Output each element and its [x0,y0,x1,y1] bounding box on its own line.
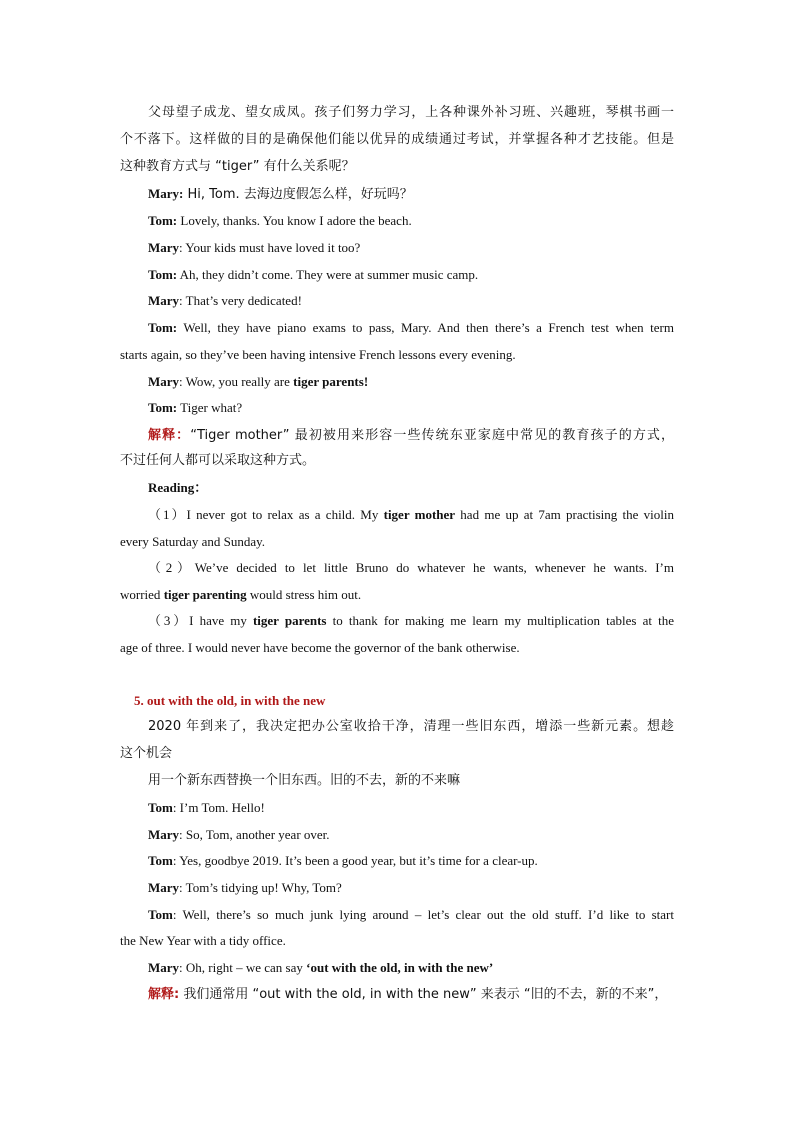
section-intro-line-2: 这个机会 [120,746,173,761]
speaker-label: Tom: [148,213,178,228]
dialog-line [148,185,674,204]
reading-item-3 [148,612,674,630]
reading-text: to thank for making me learn my multiplication tables at the [326,613,674,628]
bold-phrase: tiger parents [252,613,327,628]
speaker-label: Mary [148,240,180,255]
dialog-text: : Yes, goodbye 2019. It’s been a good year, but it’s time for a clear-up. [172,853,538,868]
dialog-line [148,292,674,310]
dialog-line [148,799,674,817]
dialog-line [148,239,674,257]
speaker-label: Mary [148,880,180,895]
dialog-text: : I’m Tom. Hello! [172,800,265,815]
dialog-continuation: starts again, so they’ve been having intensive French lessons every evening. [120,347,516,362]
speaker-label: Mary [148,960,180,975]
reading-heading: Reading： [148,480,208,495]
reading-text: would stress him out. [246,587,362,602]
section-intro-line-3: 用一个新东西替换一个旧东西。旧的不去，新的不来嘛 [148,773,461,788]
reading-text: worried [120,587,164,602]
reading-item-2-continuation [120,586,674,604]
speaker-label: Mary [148,293,180,308]
reading-item-1-continuation: every Saturday and Sunday. [120,534,266,549]
dialog-line [148,399,674,417]
bold-phrase: tiger mother [383,507,456,522]
dialog-text: : So, Tom, another year over. [179,827,330,842]
dialog-text: : Oh, right – we can say [179,960,307,975]
bold-phrase: ‘out with the old, in with the new’ [306,960,494,975]
explanation-line [148,985,674,1004]
dialog-text: Well, they have piano exams to pass, Mary. And then there’s a French test when term [177,320,674,335]
dialog-line [148,319,674,337]
speaker-label: Mary: [148,186,184,201]
speaker-label: Tom [148,853,173,868]
dialog-text: : Tom’s tidying up! Why, Tom? [179,880,342,895]
reading-text: （1）I never got to relax as a child. My [148,507,384,522]
dialog-line [148,879,674,897]
section-heading: 5. out with the old, in with the new [134,693,326,708]
explanation-text: 我们通常用 “out with the old, in with the new” 来表示 “旧的不去，新的不来”， [179,987,668,1002]
reading-item-1 [148,506,674,524]
speaker-label: Tom: [148,400,178,415]
speaker-label: Tom: [148,320,178,335]
explanation-label: 解释: [148,987,180,1002]
dialog-text: Lovely, thanks. You know I adore the beach. [177,213,412,228]
intro-line-2: 个不落下。这样做的目的是确保他们能以优异的成绩通过考试，并掌握各种才艺技能。但是 [120,132,674,147]
bold-phrase: tiger parents! [293,374,369,389]
bold-phrase: tiger parenting [163,587,247,602]
dialog-text: : That’s very dedicated! [179,293,302,308]
speaker-label: Mary [148,827,180,842]
dialog-line [148,852,674,870]
intro-line-1: 父母望子成龙、望女成凤。孩子们努力学习，上各种课外补习班、兴趣班，琴棋书画一 [148,105,674,120]
explanation-text: “Tiger mother” 最初被用来形容一些传统东亚家庭中常见的教育孩子的方式， [190,428,674,443]
section-intro-line-1: 2020 年到来了，我决定把办公室收拾干净，清理一些旧东西，增添一些新元素。想趁 [148,719,674,734]
reading-item-2: （2）We’ve decided to let little Bruno do whatever he wants, whenever he wants. I’m [148,560,674,575]
explanation-continuation: 不过任何人都可以采取这种方式。 [120,453,316,468]
speaker-label: Tom [148,907,173,922]
intro-line-3: 这种教育方式与 “tiger” 有什么关系呢？ [120,159,355,174]
dialog-text: : Wow, you really are [179,374,294,389]
dialog-text: : Your kids must have loved it too? [179,240,361,255]
speaker-label: Tom: [148,267,178,282]
dialog-continuation: the New Year with a tidy office. [120,933,286,948]
explanation-label: 解释： [148,428,191,443]
speaker-label: Mary [148,374,180,389]
dialog-text: : Well, there’s so much junk lying around – let’s clear out the old stuff. I’d like to start [172,907,674,922]
explanation-line [148,426,674,445]
dialog-line [148,266,674,284]
dialog-line [148,826,674,844]
dialog-text: Ah, they didn’t come. They were at summer music camp. [177,267,479,282]
dialog-text: Hi, Tom. 去海边度假怎么样，好玩吗？ [183,187,413,202]
reading-item-3-continuation: age of three. I would never have become the governor of the bank otherwise. [120,640,520,655]
dialog-line [148,373,674,391]
dialog-line [148,212,674,230]
dialog-text: Tiger what? [177,400,243,415]
dialog-line [148,906,674,924]
speaker-label: Tom [148,800,173,815]
dialog-line [148,959,674,977]
reading-text: （3）I have my [148,613,253,628]
reading-text: had me up at 7am practising the violin [455,507,674,522]
